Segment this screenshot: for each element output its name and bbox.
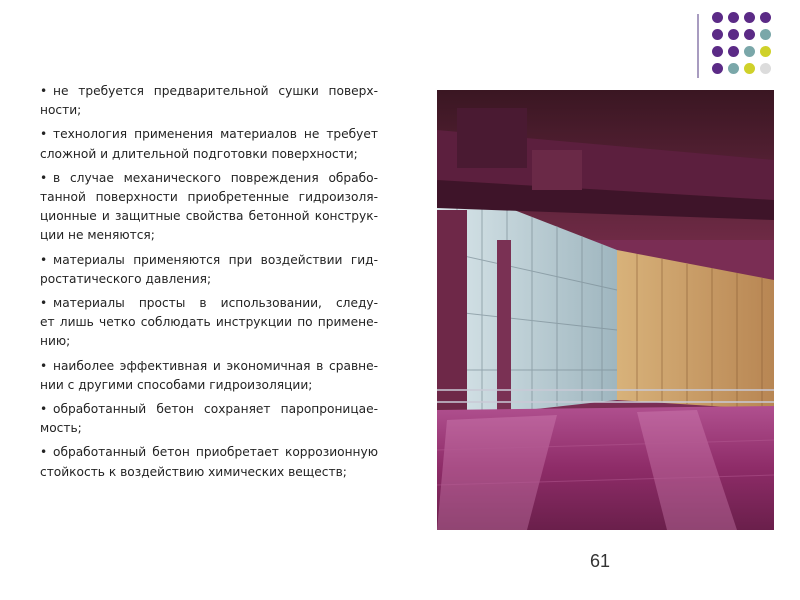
bullet-dot-icon: •	[40, 127, 48, 142]
bullet-line	[40, 270, 378, 289]
hall-interior-image	[437, 90, 774, 530]
bullet-text: ет лишь четко соблюдать инструкции по примене-	[40, 315, 378, 330]
bullet-text: технология применения материалов не требует	[53, 127, 378, 142]
decorative-dot	[728, 63, 739, 74]
decorative-dot	[744, 63, 755, 74]
bullet-line	[40, 332, 378, 351]
bullet-item	[40, 443, 378, 481]
bullet-line	[40, 226, 378, 245]
decorative-dot	[744, 12, 755, 23]
decorative-dot-grid	[712, 12, 792, 82]
bullet-text: нии с другими способами гидроизоляции;	[40, 377, 313, 392]
bullet-item	[40, 400, 378, 438]
bullet-text: обработанный бетон приобретает коррозионную	[53, 445, 378, 460]
bullet-text: материалы применяются при воздействии гид-	[53, 252, 378, 267]
bullet-line	[40, 82, 378, 101]
decorative-dot	[728, 29, 739, 40]
industrial-hall-photo	[437, 90, 774, 530]
bullet-line	[40, 145, 378, 164]
bullet-item	[40, 357, 378, 395]
decorative-dot	[728, 46, 739, 57]
bullet-text: обработанный бетон сохраняет паропроницае-	[53, 402, 378, 417]
bullet-dot-icon: •	[40, 252, 48, 267]
bullet-text: ционные и защитные свойства бетонной конструк-	[40, 209, 378, 224]
bullet-dot-icon: •	[40, 296, 48, 311]
decorative-dot	[760, 63, 771, 74]
bullet-line	[40, 207, 378, 226]
bullet-line	[40, 101, 378, 120]
bullet-item	[40, 294, 378, 352]
bullet-item	[40, 82, 378, 120]
bullet-text: ции не меняются;	[40, 228, 155, 243]
bullet-text: материалы просты в использовании, следу-	[53, 296, 378, 311]
bullet-line	[40, 125, 378, 144]
bullet-dot-icon: •	[40, 170, 48, 185]
bullet-dot-icon: •	[40, 445, 48, 460]
decorative-dot	[760, 46, 771, 57]
bullet-item	[40, 251, 378, 289]
bullet-text: танной поверхности приобретенные гидроизоля-	[40, 190, 378, 205]
bullet-item	[40, 169, 378, 246]
bullet-line	[40, 188, 378, 207]
bullet-line	[40, 294, 378, 313]
bullet-line	[40, 357, 378, 376]
bullet-text: ности;	[40, 103, 82, 118]
bullet-line	[40, 251, 378, 270]
bullet-text: не требуется предварительной сушки поверх-	[53, 84, 378, 98]
decorative-dot	[760, 29, 771, 40]
bullet-text: сложной и длительной подготовки поверхности;	[40, 146, 358, 161]
bullet-dot-icon: •	[40, 402, 48, 417]
bullet-dot-icon: •	[40, 358, 48, 373]
decorative-dot	[712, 12, 723, 23]
bullet-text: ростатического давления;	[40, 271, 212, 286]
bullet-text: в случае механического повреждения обрабо-	[53, 170, 378, 185]
bullet-text: мость;	[40, 421, 82, 436]
decorative-dot	[744, 29, 755, 40]
bullet-line	[40, 169, 378, 188]
decorative-dot	[760, 12, 771, 23]
bullet-line	[40, 443, 378, 462]
decorative-dot	[744, 46, 755, 57]
bullet-line	[40, 463, 378, 482]
bullet-list	[40, 82, 378, 487]
bullet-dot-icon: •	[40, 84, 48, 98]
bullet-text: наиболее эффективная и экономичная в сравне-	[53, 358, 378, 373]
decorative-divider	[697, 14, 699, 78]
decorative-dot	[712, 29, 723, 40]
decorative-dot	[728, 12, 739, 23]
bullet-text: стойкость к воздействию химических веществ;	[40, 464, 347, 479]
bullet-line	[40, 313, 378, 332]
bullet-line	[40, 419, 378, 438]
bullet-text: нию;	[40, 334, 71, 349]
decorative-dot	[712, 46, 723, 57]
bullet-item	[40, 125, 378, 163]
bullet-line	[40, 376, 378, 395]
page-number: 61	[589, 551, 611, 571]
decorative-dot	[712, 63, 723, 74]
bullet-line	[40, 400, 378, 419]
